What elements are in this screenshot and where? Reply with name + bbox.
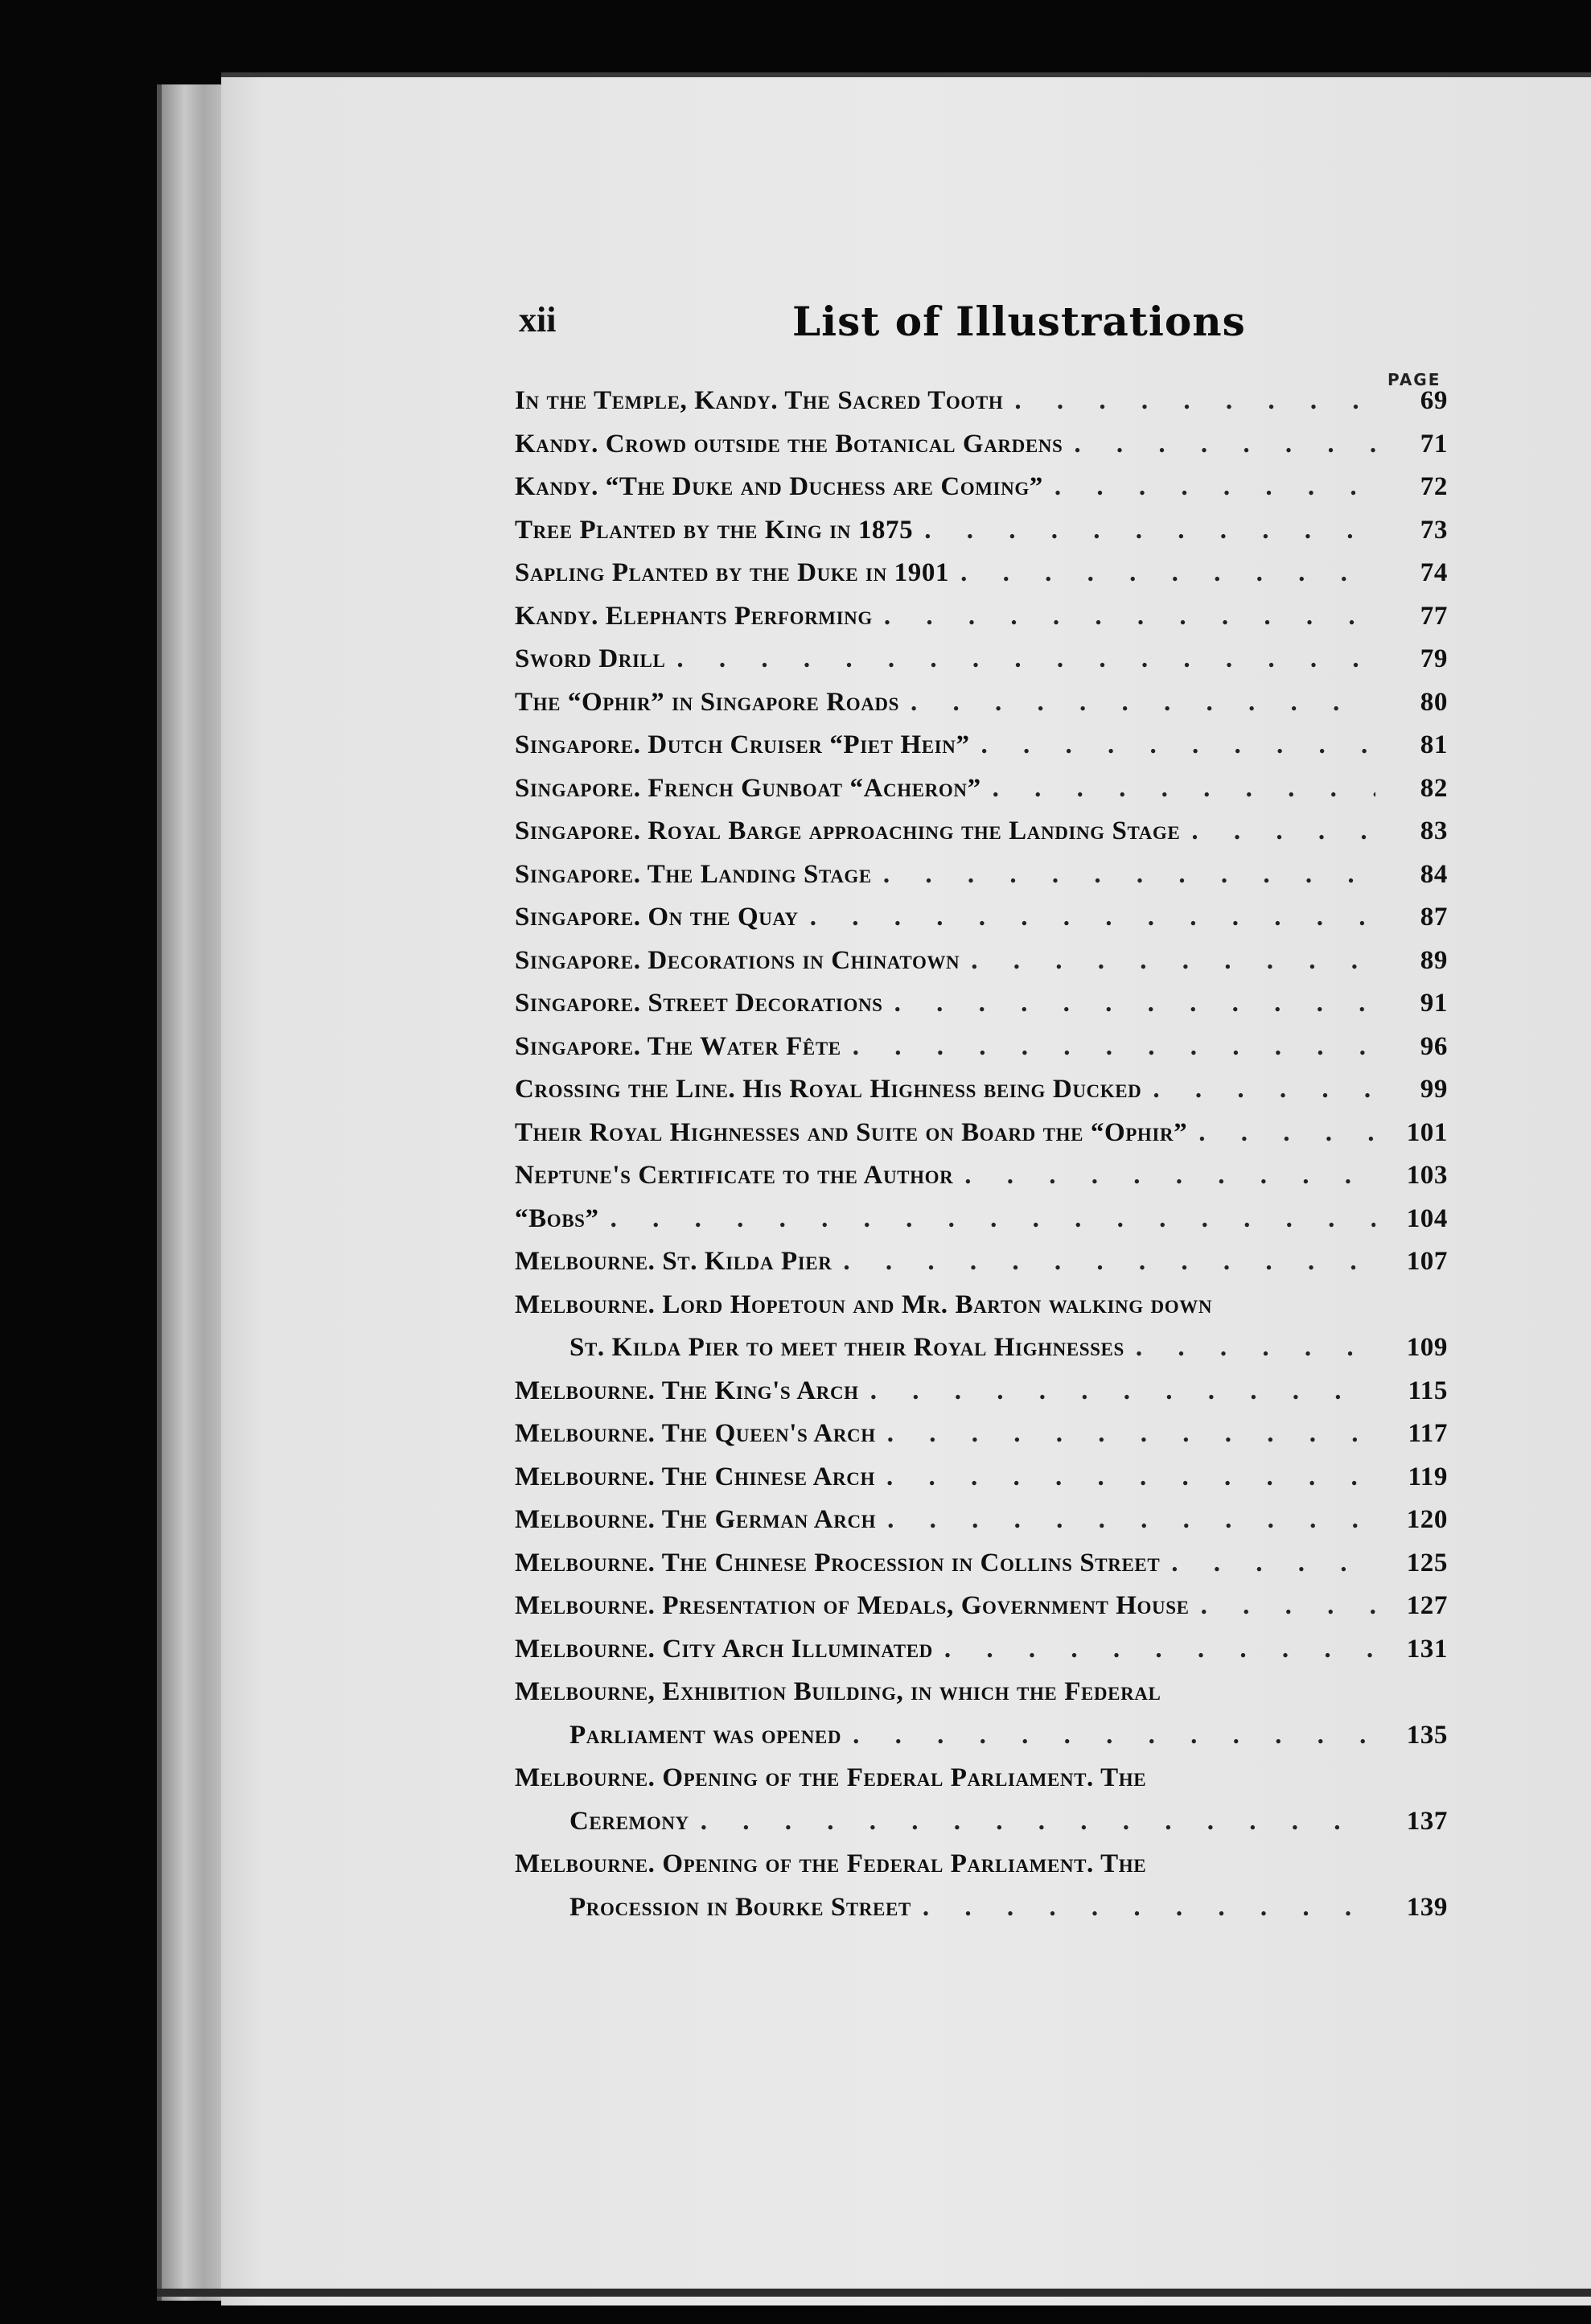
list-item [515,638,1448,681]
dot-leader [1043,466,1375,509]
dot-leader [883,982,1375,1026]
entry-caption-line [515,1026,1448,1069]
dot-leader [876,1413,1375,1456]
page-column-label: PAGE [1388,370,1441,389]
entry-page-number: 104 [1406,1203,1448,1233]
entry-page-number: 135 [1406,1720,1448,1750]
entry-caption: Melbourne. The German Arch [515,1505,877,1534]
dot-leader [1124,1327,1375,1370]
entry-caption-line [515,1585,1448,1628]
list-item [515,509,1448,553]
entry-caption-line [515,1370,1448,1413]
entry-caption-line [515,509,1448,553]
entry-caption: The “Ophir” in Singapore Roads [515,687,900,717]
dot-leader [1160,1542,1375,1586]
entry-page-number: 84 [1420,859,1448,889]
list-item [515,1370,1448,1413]
list-item [515,724,1448,767]
dot-leader [981,767,1375,811]
entry-caption-line [515,940,1448,983]
dot-leader [876,1499,1375,1542]
list-item [515,1456,1448,1499]
entry-caption: Singapore. On the Quay [515,903,799,932]
list-item [515,1240,1448,1284]
entry-caption-line [515,595,1448,639]
list-item [515,767,1448,811]
entry-page-number: 99 [1420,1075,1448,1104]
page-title: List of Illustrations [792,298,1246,345]
entry-caption: Kandy. Crowd outside the Botanical Gardens [515,429,1063,459]
list-item [515,896,1448,940]
entry-caption-line [515,552,1448,595]
entry-caption-line [515,982,1448,1026]
entry-caption: Neptune's Certificate to the Author [515,1161,954,1190]
list-item [515,1542,1448,1586]
list-item [515,1026,1448,1069]
entry-caption-line [515,638,1448,681]
entry-caption-line [515,1413,1448,1456]
dot-leader [665,638,1375,681]
entry-caption: Melbourne. Opening of the Federal Parliament. The [515,1849,1147,1878]
list-item [515,466,1448,509]
entry-page-number: 79 [1420,644,1448,673]
entry-caption: “Bobs” [515,1203,599,1233]
entry-page-number: 117 [1408,1419,1448,1448]
entry-caption: Melbourne. Opening of the Federal Parliament. The [515,1763,1147,1792]
entry-caption: Melbourne. The Queen's Arch [515,1419,876,1448]
entry-caption-line [515,896,1448,940]
dot-leader [1063,423,1375,467]
dot-leader [960,940,1375,983]
entry-caption-line [515,1456,1448,1499]
entry-page-number: 83 [1420,816,1448,845]
list-item [515,1154,1448,1198]
entry-caption-line [515,1542,1448,1586]
entry-caption: Tree Planted by the King in 1875 [515,515,914,545]
entry-caption-line [515,724,1448,767]
list-item [515,1112,1448,1155]
dot-leader [899,681,1375,725]
list-item [515,595,1448,639]
list-item [515,982,1448,1026]
entry-page-number: 74 [1420,558,1448,587]
entry-caption: Melbourne. St. Kilda Pier [515,1247,832,1276]
entry-caption-line [515,1240,1448,1284]
entry-caption-line [515,854,1448,897]
entry-page-number: 120 [1406,1505,1448,1534]
list-item [515,940,1448,983]
entry-page-number: 71 [1420,429,1448,459]
entry-page-number: 72 [1420,472,1448,501]
entry-caption: Crossing the Line. His Royal Highness being Ducked [515,1075,1142,1104]
list-item [515,810,1448,854]
entry-caption-line [515,810,1448,854]
entry-page-number: 139 [1406,1892,1448,1922]
entry-caption: Sword Drill [515,644,666,673]
entry-caption-line [515,1843,1448,1886]
entry-caption-line [515,681,1448,725]
page-bottom-edge [157,2289,1591,2297]
list-item [515,423,1448,467]
entry-caption-continuation [515,1714,1448,1758]
entry-caption-line [515,1284,1448,1327]
page-header [519,298,1444,354]
dot-leader [841,1714,1375,1758]
entry-caption-continuation [515,1327,1448,1370]
entry-caption: Singapore. French Gunboat “Acheron” [515,773,981,803]
dot-leader [1180,810,1375,854]
dot-leader [970,724,1375,767]
dot-leader [799,896,1375,940]
list-item [515,380,1448,423]
dot-leader [911,1886,1375,1930]
entry-page-number: 131 [1406,1634,1448,1664]
entry-caption: Singapore. Dutch Cruiser “Piet Hein” [515,730,970,759]
list-item [515,1585,1448,1628]
entry-caption: Melbourne. The King's Arch [515,1376,859,1405]
entry-caption: St. Kilda Pier to meet their Royal Highnesses [569,1333,1124,1362]
entry-caption-line [515,380,1448,423]
list-item [515,552,1448,595]
dot-leader [872,854,1375,897]
entry-page-number: 137 [1406,1806,1448,1836]
dot-leader [1003,380,1375,423]
entry-page-number: 89 [1420,945,1448,975]
entry-page-number: 103 [1406,1161,1448,1190]
list-item [515,1068,1448,1112]
entry-caption: Sapling Planted by the Duke in 1901 [515,558,950,587]
entry-page-number: 80 [1420,687,1448,717]
dot-leader [859,1370,1375,1413]
dot-leader [949,552,1375,595]
entry-caption: Kandy. “The Duke and Duchess are Coming” [515,472,1043,501]
list-item [515,1843,1448,1929]
entry-page-number: 81 [1420,730,1448,759]
entry-caption: Singapore. Decorations in Chinatown [515,945,960,975]
entry-caption: Singapore. Royal Barge approaching the Landing Stage [515,816,1181,845]
entry-caption: Singapore. The Landing Stage [515,859,872,889]
dot-leader [689,1800,1375,1844]
entry-caption-line [515,1499,1448,1542]
dot-leader [913,509,1375,553]
entry-caption-continuation [515,1800,1448,1844]
entry-page-number: 109 [1406,1333,1448,1362]
entry-page-number: 125 [1406,1548,1448,1577]
entry-caption: Their Royal Highnesses and Suite on Board the “Ophir” [515,1117,1188,1147]
entry-caption: Parliament was opened [569,1720,842,1750]
list-item [515,1757,1448,1843]
dot-leader [953,1154,1375,1198]
entry-page-number: 87 [1420,903,1448,932]
entry-caption-line [515,1154,1448,1198]
entry-caption: Melbourne. The Chinese Procession in Collins Street [515,1548,1161,1577]
entry-page-number: 73 [1420,515,1448,545]
dot-leader [832,1240,1375,1284]
entry-page-number: 101 [1406,1117,1448,1147]
entry-page-number: 119 [1408,1462,1448,1491]
entry-caption-line [515,1671,1448,1714]
entry-caption-line [515,1068,1448,1112]
dot-leader [841,1026,1375,1069]
entry-caption-continuation [515,1886,1448,1930]
entry-caption: Melbourne. City Arch Illuminated [515,1634,933,1664]
dot-leader [1141,1068,1375,1112]
entry-page-number: 96 [1420,1031,1448,1061]
entry-page-number: 127 [1406,1591,1448,1620]
dot-leader [873,595,1375,639]
list-item [515,1499,1448,1542]
entry-caption: Kandy. Elephants Performing [515,601,873,631]
dot-leader [933,1628,1375,1672]
entry-page-number: 82 [1420,773,1448,803]
entry-caption-line [515,423,1448,467]
entry-caption: In the Temple, Kandy. The Sacred Tooth [515,386,1004,415]
list-item [515,1628,1448,1672]
entry-page-number: 91 [1420,989,1448,1018]
list-item [515,854,1448,897]
list-item [515,681,1448,725]
illustration-list [515,380,1448,1929]
entry-page-number: 69 [1420,386,1448,415]
list-item [515,1198,1448,1241]
entry-caption: Singapore. The Water Fête [515,1031,841,1061]
entry-caption-line [515,466,1448,509]
entry-caption-line [515,1628,1448,1672]
entry-caption-line [515,1112,1448,1155]
entry-caption: Melbourne. The Chinese Arch [515,1462,875,1491]
entry-caption: Melbourne. Lord Hopetoun and Mr. Barton walking down [515,1290,1213,1319]
entry-caption: Procession in Bourke Street [569,1892,911,1922]
list-item [515,1284,1448,1370]
entry-caption-line [515,1198,1448,1241]
entry-caption: Melbourne. Presentation of Medals, Government House [515,1591,1190,1620]
page-folio: xii [519,300,557,339]
entry-caption: Ceremony [569,1806,689,1836]
entry-page-number: 115 [1408,1376,1448,1405]
dot-leader [875,1456,1375,1499]
list-item [515,1413,1448,1456]
dot-leader [1187,1112,1375,1155]
entry-caption-line [515,1757,1448,1800]
entry-page-number: 77 [1420,601,1448,631]
dot-leader [599,1198,1375,1241]
entry-caption: Singapore. Street Decorations [515,989,883,1018]
entry-page-number: 107 [1406,1247,1448,1276]
entry-caption-line [515,767,1448,811]
entry-caption: Melbourne, Exhibition Building, in which the Federal [515,1677,1161,1706]
list-item [515,1671,1448,1757]
dot-leader [1190,1585,1375,1628]
